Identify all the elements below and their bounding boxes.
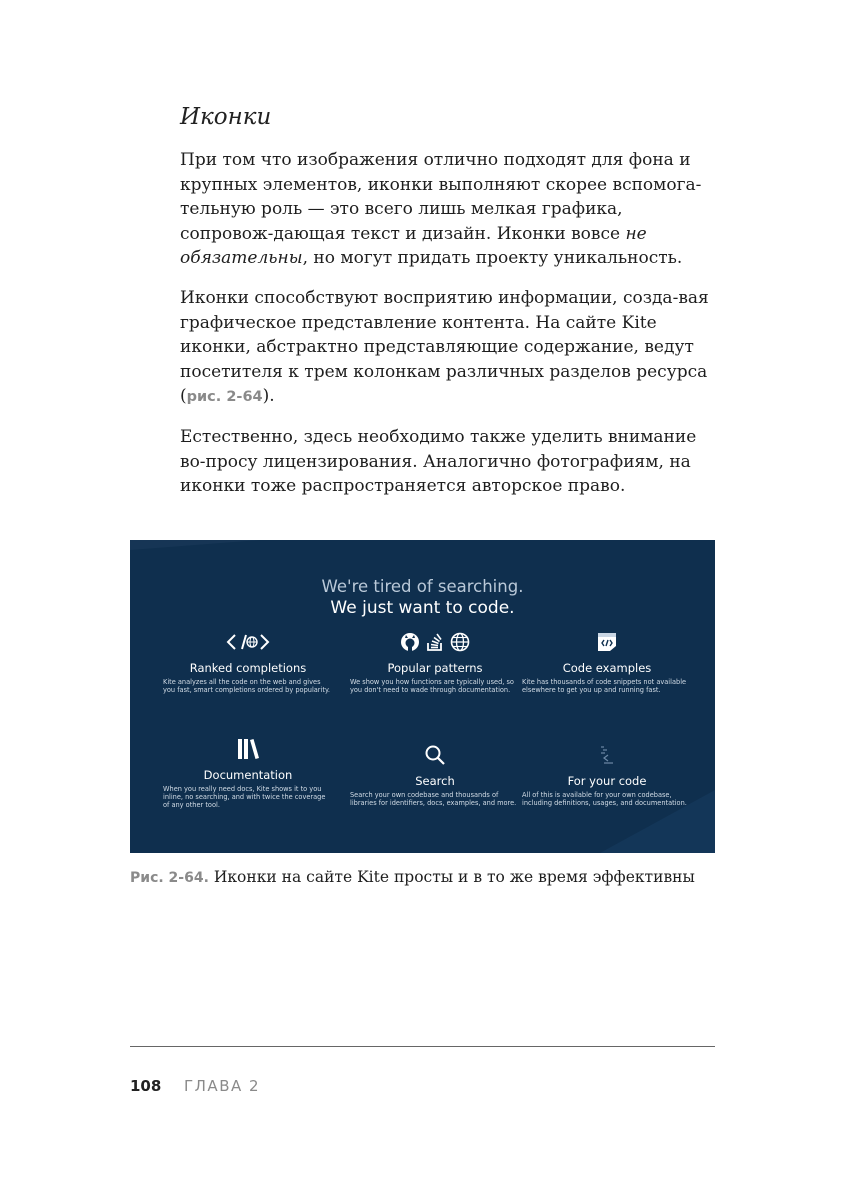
paragraph-2 xyxy=(180,286,720,410)
paragraph-3: Естественно, здесь необходимо также уделить внимание во-просу лицензирования. Аналогично фотографиям, на иконки тоже распространяется авторское право. xyxy=(180,427,697,497)
caption-text: Иконки на сайте Kite просты и в то же время эффективны xyxy=(208,868,695,886)
kite-screenshot-figure xyxy=(130,540,715,853)
chapter-title: ГЛАВА 2 xyxy=(184,1077,261,1095)
code-lines-icon xyxy=(522,742,692,768)
feature-title: Ranked completions xyxy=(189,661,307,675)
paragraph-1-emphasis: не обязательны xyxy=(180,223,647,269)
globe-icon xyxy=(450,632,470,652)
feature-for-your-code xyxy=(522,736,692,807)
page-number: 108 xyxy=(130,1077,162,1095)
feature-search xyxy=(350,736,520,807)
github-icon xyxy=(400,632,420,652)
feature-title: Documentation xyxy=(203,768,293,782)
paragraph-1 xyxy=(180,148,720,271)
figure-reference: рис. 2-64 xyxy=(186,389,263,406)
feature-title: Code examples xyxy=(562,661,652,675)
figure-headline-1: We're tired of searching. xyxy=(321,577,524,596)
feature-title: Popular patterns xyxy=(387,661,483,675)
feature-description: Kite analyzes all the code on the web and gives you fast, smart completions ordered by popularity. xyxy=(163,678,330,695)
feature-description: We show you how functions are typically used, so you don't need to wade through documentation. xyxy=(350,678,514,695)
caption-label: Рис. 2-64. xyxy=(130,870,209,886)
figure-headline-2: We just want to code. xyxy=(330,598,515,618)
books-icon xyxy=(163,736,333,762)
code-window-icon xyxy=(522,629,692,655)
feature-code-examples xyxy=(522,629,692,694)
feature-popular-patterns xyxy=(350,629,520,694)
feature-ranked-completions xyxy=(163,629,333,694)
feature-title: Search xyxy=(415,774,455,788)
stackoverflow-icon xyxy=(426,632,444,652)
feature-description: Kite has thousands of code snippets not available elsewhere to get you up and running fast. xyxy=(522,678,687,695)
figure-caption xyxy=(130,868,695,886)
paragraph-1-text: При том что изображения отлично подходят для фона и крупных элементов, иконки выполняют скорее вспомога-тельную роль — это всего лишь мелкая графика, сопровож-дающая текст и дизайн. Иконки вовсе xyxy=(180,150,702,244)
feature-description: When you really need docs, Kite shows it to you inline, no searching, and with twice the coverage of any other tool. xyxy=(163,785,326,810)
feature-description: Search your own codebase and thousands of libraries for identifiers, docs, examples, and more. xyxy=(350,791,517,808)
section-heading: Иконки xyxy=(180,104,272,130)
paragraph-1-text-end: , но могут придать проекту уникальность. xyxy=(302,248,683,269)
paragraph-2-text: Иконки способствуют восприятию информации, созда-вая графическое представление контента. На сайте Kite иконки, абстрактно представляющие содержание, ведут посетителя к трем колонкам различных разделов ресурса ( xyxy=(180,288,709,407)
search-icon xyxy=(350,742,520,768)
code-globe-icon xyxy=(163,629,333,655)
paragraph-2-text-end: ). xyxy=(262,386,275,407)
feature-description: All of this is available for your own codebase, including definitions, usages, and documentation. xyxy=(522,791,687,808)
feature-documentation xyxy=(163,736,333,810)
feature-title: For your code xyxy=(567,774,647,788)
footer-rule xyxy=(130,1046,715,1047)
